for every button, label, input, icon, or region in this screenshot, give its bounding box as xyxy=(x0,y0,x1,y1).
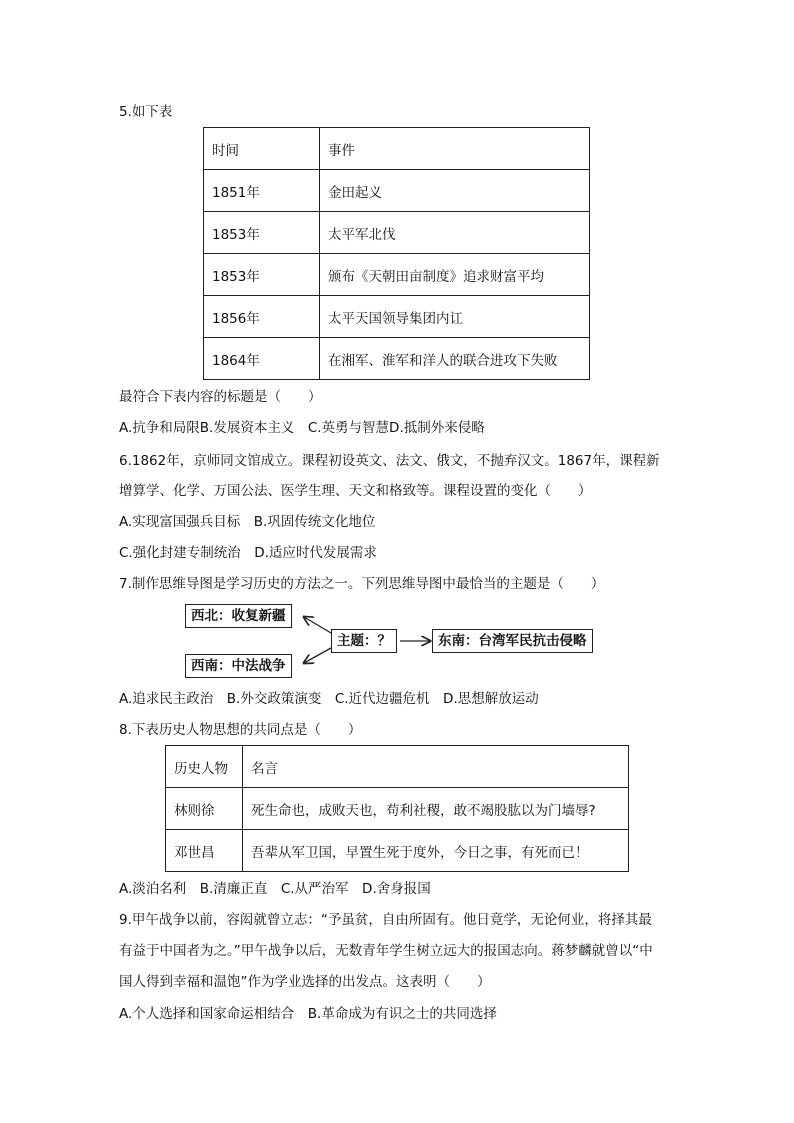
q8-options: A.淡泊名利 B.清廉正直 C.从严治军 D.舍身报国 xyxy=(119,881,431,897)
table-cell-event: 太平军北伐 xyxy=(320,212,590,254)
table-cell-event: 颁布《天朝田亩制度》追求财富平均 xyxy=(320,254,590,296)
mindmap-node-southeast: 东南：台湾军民抗击侵略 xyxy=(432,629,593,653)
table-cell-year: 1851年 xyxy=(204,170,320,212)
table-cell-event: 太平天国领导集团内讧 xyxy=(320,296,590,338)
table-cell-person: 林则徐 xyxy=(166,788,243,830)
table-header-row xyxy=(204,128,590,170)
table-header-cell: 历史人物 xyxy=(166,746,243,788)
q5-stem: 最符合下表内容的标题是（ ） xyxy=(119,389,322,405)
q5-title: 5.如下表 xyxy=(119,104,173,120)
q9-stem-line1: 9.甲午战争以前，容闳就曾立志：“予虽贫，自由所固有。他日竟学，无论何业，将择其最 xyxy=(119,912,652,928)
table-header-cell: 名言 xyxy=(243,746,629,788)
q8-stem: 8.下表历史人物思想的共同点是（ ） xyxy=(119,722,362,738)
table-row xyxy=(204,296,590,338)
q7-stem: 7.制作思维导图是学习历史的方法之一。下列思维导图中最恰当的主题是（ ） xyxy=(119,576,605,592)
mindmap-node-northwest: 西北：收复新疆 xyxy=(185,604,292,628)
table-cell-quote: 吾辈从军卫国，早置生死于度外，今日之事，有死而已！ xyxy=(243,830,629,872)
q5-table xyxy=(203,127,590,380)
q7-options: A.追求民主政治 B.外交政策演变 C.近代边疆危机 D.思想解放运动 xyxy=(119,691,539,707)
mindmap-node-southwest: 西南：中法战争 xyxy=(185,654,292,678)
table-cell-year: 1853年 xyxy=(204,254,320,296)
q9-stem-line2: 有益于中国者为之。”甲午战争以后，无数青年学生树立远大的报国志向。蒋梦麟就曾以“中 xyxy=(119,943,653,959)
table-header-cell: 事件 xyxy=(320,128,590,170)
table-row xyxy=(204,170,590,212)
q5-options: A.抗争和局限B.发展资本主义 C.英勇与智慧D.抵制外来侵略 xyxy=(119,420,485,436)
table-row xyxy=(166,788,629,830)
q6-options-line1: A.实现富国强兵目标 B.巩固传统文化地位 xyxy=(119,514,376,530)
mindmap-node-center: 主题：？ xyxy=(331,629,397,653)
table-row xyxy=(204,254,590,296)
table-cell-event: 金田起义 xyxy=(320,170,590,212)
table-cell-year: 1853年 xyxy=(204,212,320,254)
table-row xyxy=(166,830,629,872)
table-cell-year: 1864年 xyxy=(204,338,320,380)
table-row xyxy=(204,338,590,380)
q6-options-line2: C.强化封建专制统治 D.适应时代发展需求 xyxy=(119,545,377,561)
arrow-to-northwest xyxy=(304,617,331,633)
table-header-cell: 时间 xyxy=(204,128,320,170)
table-cell-quote: 死生命也，成败天也，苟利社稷，敢不竭股肱以为门墙辱? xyxy=(243,788,629,830)
table-cell-event: 在湘军、淮军和洋人的联合进攻下失败 xyxy=(320,338,590,380)
table-header-row xyxy=(166,746,629,788)
table-cell-person: 邓世昌 xyxy=(166,830,243,872)
arrow-to-southwest xyxy=(304,648,331,663)
q6-stem-line2: 增算学、化学、万国公法、医学生理、天文和格致等。课程设置的变化（ ） xyxy=(119,483,592,499)
table-row xyxy=(204,212,590,254)
q9-stem-line3: 国人得到幸福和温饱”作为学业选择的出发点。这表明（ ） xyxy=(119,974,491,990)
q8-table xyxy=(165,745,629,872)
table-cell-year: 1856年 xyxy=(204,296,320,338)
q9-options-line1: A.个人选择和国家命运相结合 B.革命成为有识之士的共同选择 xyxy=(119,1006,497,1022)
q6-stem-line1: 6.1862年，京师同文馆成立。课程初设英文、法文、俄文，不抛弃汉文。1867年，课程新 xyxy=(119,453,660,469)
